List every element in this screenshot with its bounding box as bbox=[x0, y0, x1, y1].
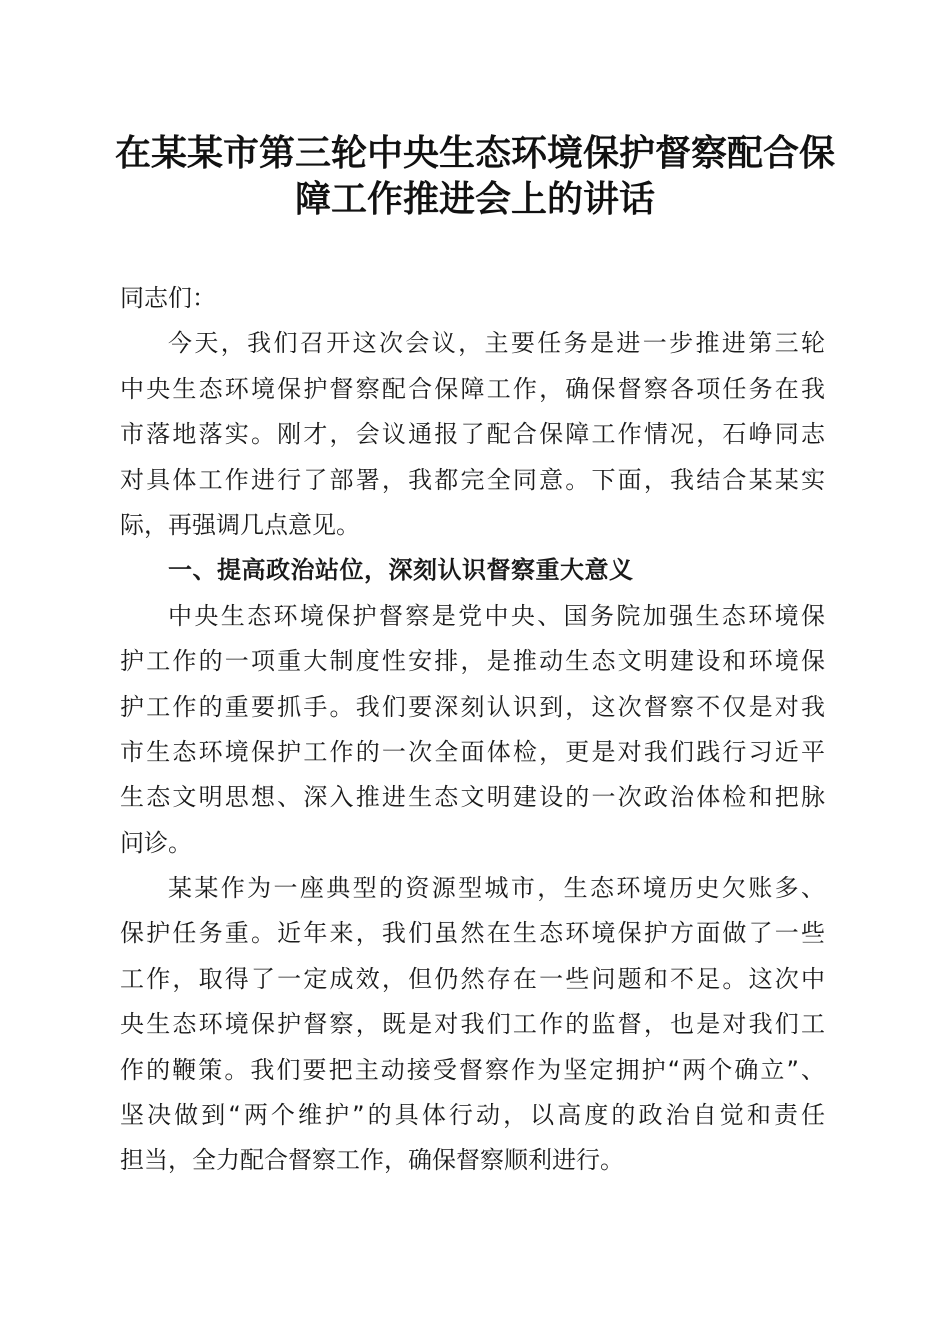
salutation: 同志们： bbox=[120, 284, 216, 312]
paragraph-line: 坚决做到“两个维护”的具体行动，以高度的政治自觉和责任 bbox=[120, 1101, 825, 1130]
paragraph-line: 某某作为一座典型的资源型城市，生态环境历史欠账多、 bbox=[168, 874, 825, 903]
paragraph-line: 央生态环境保护督察，既是对我们工作的监督，也是对我们工 bbox=[120, 1010, 825, 1039]
paragraph-line: 作的鞭策。我们要把主动接受督察作为坚定拥护“两个确立”、 bbox=[120, 1055, 825, 1084]
paragraph-line: 担当，全力配合督察工作，确保督察顺利进行。 bbox=[120, 1146, 624, 1175]
paragraph-line: 生态文明思想、深入推进生态文明建设的一次政治体检和把脉 bbox=[120, 783, 825, 812]
paragraph-line: 工作，取得了一定成效，但仍然存在一些问题和不足。这次中 bbox=[120, 964, 825, 993]
paragraph-line: 中央生态环境保护督察是党中央、国务院加强生态环境保 bbox=[168, 601, 825, 630]
document-title bbox=[100, 130, 850, 222]
paragraph-1 bbox=[120, 321, 825, 548]
title-line-1: 在某某市第三轮中央生态环境保护督察配合保 bbox=[114, 132, 835, 174]
paragraph-2 bbox=[120, 594, 825, 866]
paragraph-line: 护工作的重要抓手。我们要深刻认识到，这次督察不仅是对我 bbox=[120, 692, 825, 721]
paragraph-line: 际，再强调几点意见。 bbox=[120, 510, 360, 539]
paragraph-line: 保护任务重。近年来，我们虽然在生态环境保护方面做了一些 bbox=[120, 919, 825, 948]
paragraph-3 bbox=[120, 866, 825, 1184]
section-heading-1: 一、提高政治站位，深刻认识督察重大意义 bbox=[168, 556, 634, 585]
paragraph-line: 问诊。 bbox=[120, 828, 192, 857]
paragraph-line: 中央生态环境保护督察配合保障工作，确保督察各项任务在我 bbox=[120, 374, 825, 403]
paragraph-line: 对具体工作进行了部署，我都完全同意。下面，我结合某某实 bbox=[120, 465, 825, 494]
paragraph-line: 市落地落实。刚才，会议通报了配合保障工作情况，石峥同志 bbox=[120, 420, 825, 449]
title-line-2: 障工作推进会上的讲话 bbox=[294, 178, 655, 220]
document-body bbox=[120, 276, 825, 1184]
paragraph-line: 护工作的一项重大制度性安排，是推动生态文明建设和环境保 bbox=[120, 647, 825, 676]
paragraph-line: 今天，我们召开这次会议，主要任务是进一步推进第三轮 bbox=[168, 329, 825, 358]
paragraph-line: 市生态环境保护工作的一次全面体检，更是对我们践行习近平 bbox=[120, 737, 825, 766]
